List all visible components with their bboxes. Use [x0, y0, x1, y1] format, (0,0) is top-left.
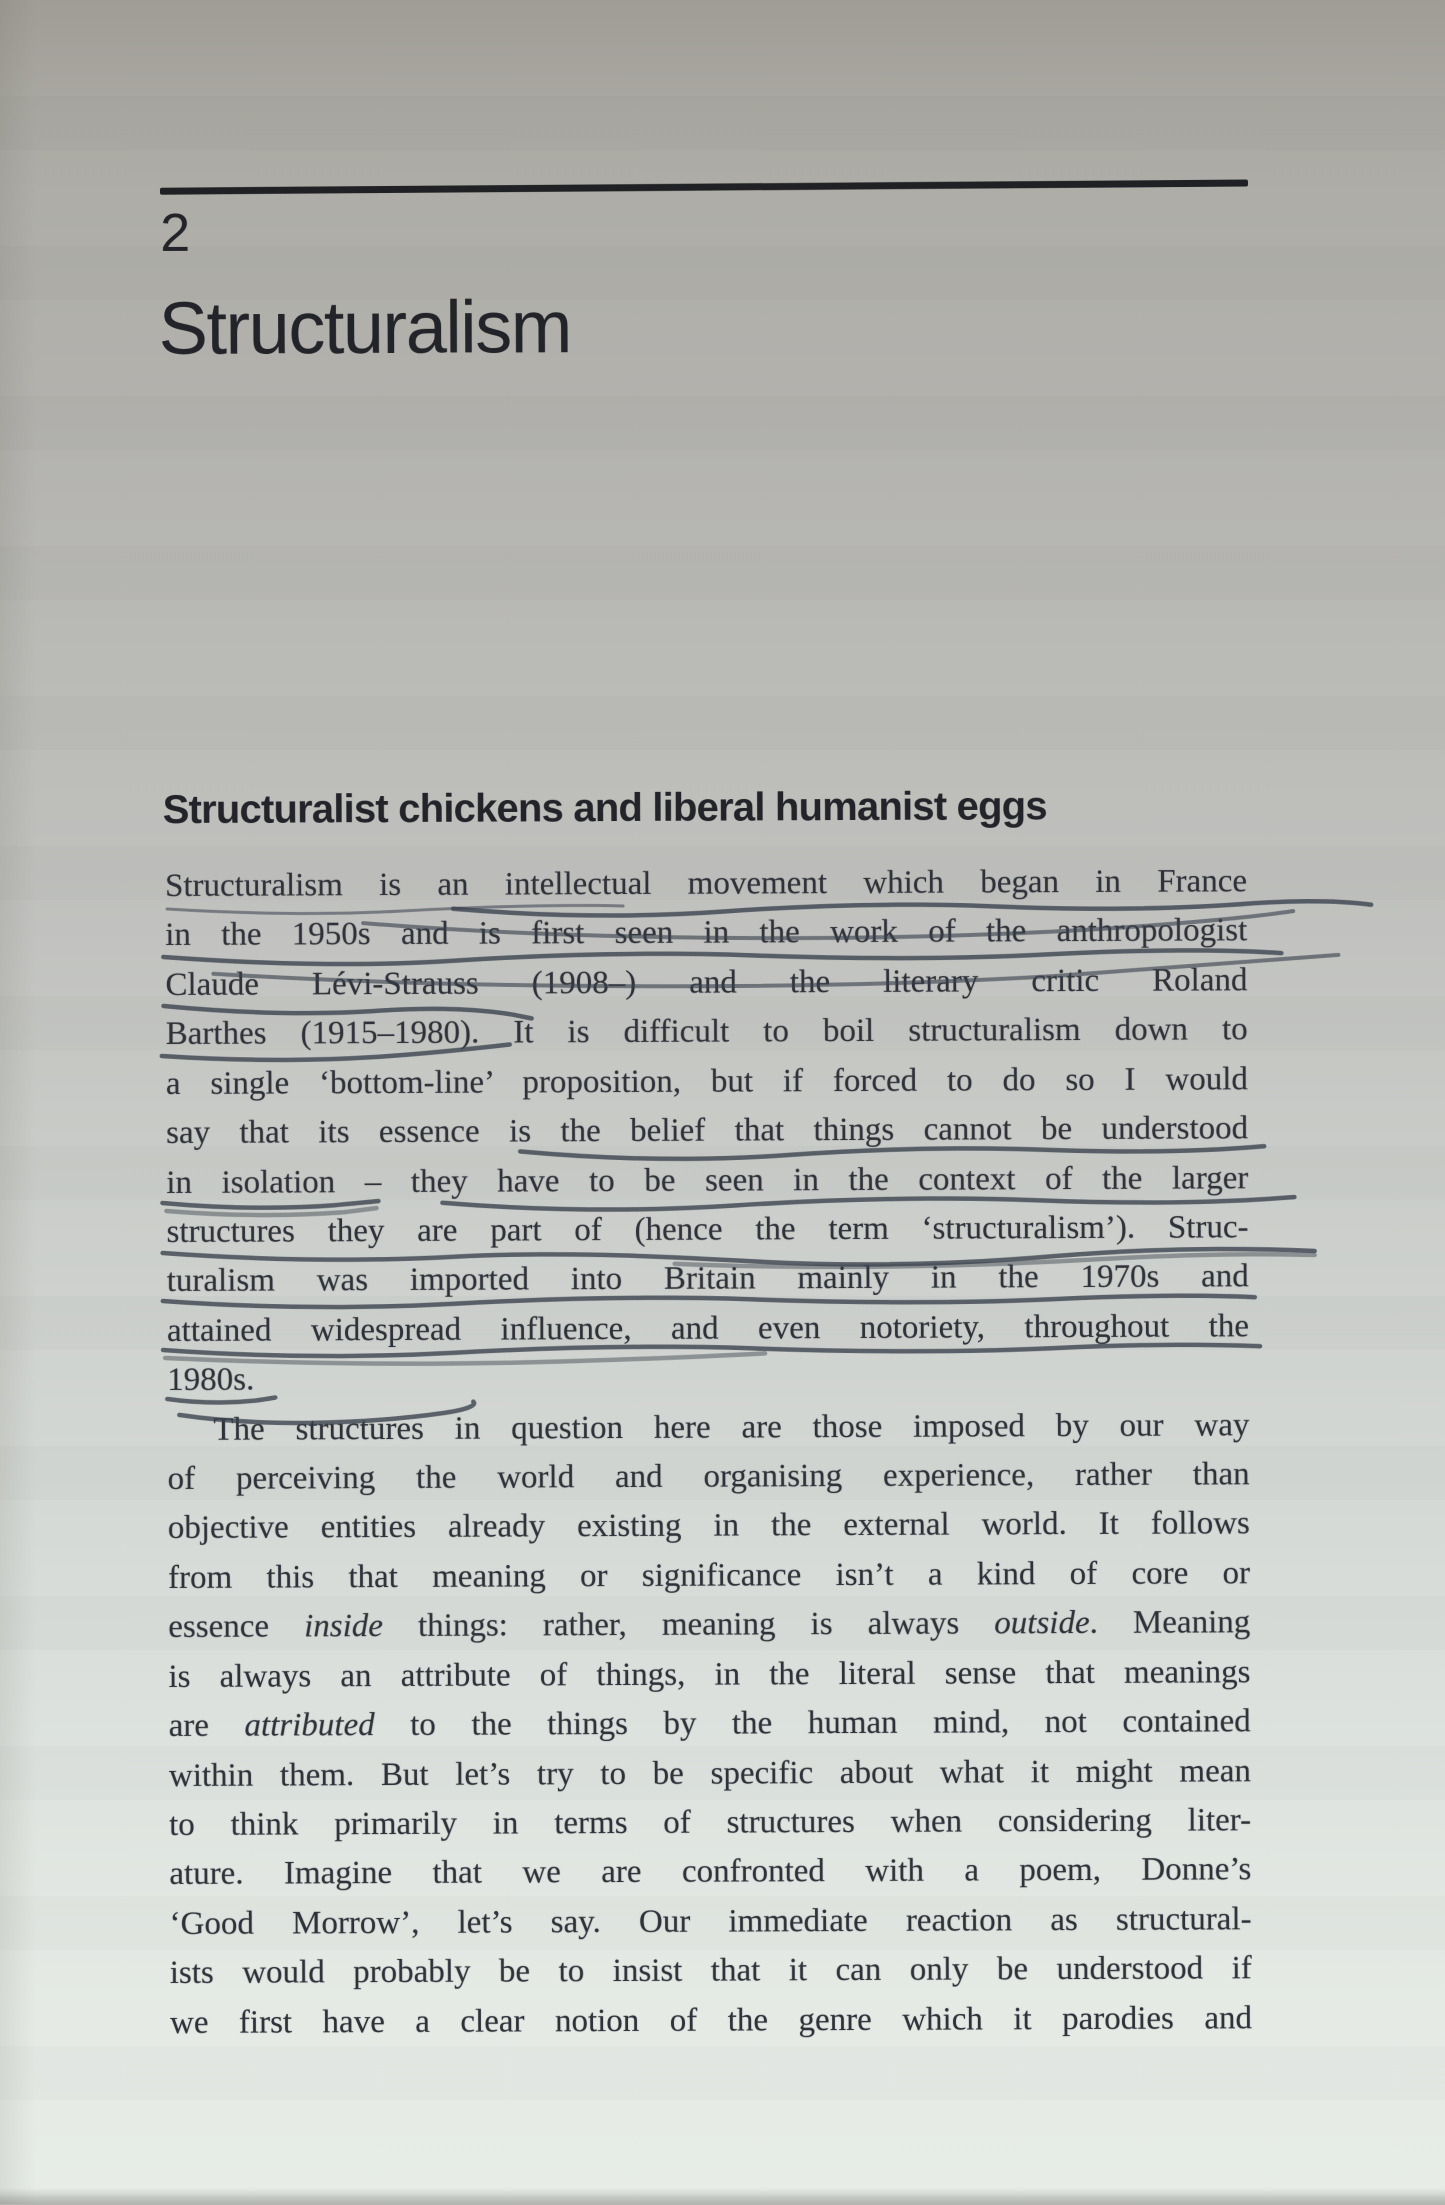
- text-segment: . Meaning: [1089, 1604, 1251, 1642]
- text-line: is always an attribute of things, in the literal sense that meanings: [168, 1654, 1251, 1695]
- text-line: a single ‘bottom-line’ proposition, but if forced to do so I would: [165, 1060, 1248, 1102]
- text-line: say that its essence is the belief that things cannot be understood: [166, 1110, 1249, 1152]
- italic-word: inside: [304, 1608, 384, 1645]
- text-line: objective entities already existing in the external world. It follows: [167, 1505, 1250, 1547]
- text-line: [169, 1697, 1251, 1751]
- italic-word: attributed: [244, 1707, 375, 1744]
- text-line: attained widespread influence, and even notoriety, throughout the: [166, 1308, 1250, 1349]
- chapter-number: 2: [160, 202, 190, 263]
- text-line: ists would probably be to insist that it can only be understood if: [169, 1950, 1252, 1992]
- italic-word: outside: [994, 1605, 1090, 1642]
- text-segment: to the things by the human mind, not contained: [374, 1703, 1251, 1744]
- text-line: structures they are part of (hence the term ‘structuralism’). Struc-: [166, 1209, 1249, 1250]
- text-line: in isolation – they have to be seen in the context of the larger: [166, 1159, 1249, 1201]
- text-segment: are: [168, 1707, 245, 1745]
- text-line: Structuralism is an intellectual movement which began in France: [164, 863, 1248, 904]
- text-line: turalism was imported into Britain mainly in the 1970s and: [166, 1258, 1249, 1300]
- text-line: from this that meaning or significance isn’t a kind of core or: [167, 1555, 1251, 1596]
- text-line: Claude Lévi-Strauss (1908–) and the literary critic Roland: [165, 962, 1248, 1003]
- text-line: to think primarily in terms of structures when considering liter-: [169, 1802, 1252, 1843]
- text-line: in the 1950s and is first seen in the work of the anthropologist: [165, 912, 1248, 954]
- chapter-title: Structuralism: [158, 285, 572, 371]
- text-line: of perceiving the world and organising experience, rather than: [167, 1456, 1250, 1498]
- chapter-rule: [160, 180, 1248, 195]
- section-heading: Structuralist chickens and liberal humanist eggs: [162, 784, 1047, 832]
- text-line: Barthes (1915–1980). It is difficult to boil structuralism down to: [165, 1011, 1248, 1053]
- text-line: we first have a clear notion of the genre which it parodies and: [169, 1999, 1253, 2041]
- text-line: ‘Good Morrow’, let’s say. Our immediate reaction as structural-: [169, 1901, 1252, 1942]
- body-text: [165, 857, 1252, 2048]
- text-line: 1980s.: [167, 1361, 255, 1399]
- text-line: ature. Imagine that we are confronted with a poem, Donne’s: [169, 1851, 1252, 1893]
- text-segment: essence: [168, 1608, 305, 1646]
- photo-bottom-shadow: [0, 2188, 1445, 2204]
- text-segment: things: rather, meaning is always: [382, 1605, 995, 1645]
- text-line: The structures in question here are those imposed by our way: [213, 1406, 1250, 1448]
- text-line: [168, 1599, 1250, 1653]
- text-line: within them. But let’s try to be specific about what it might mean: [168, 1752, 1251, 1794]
